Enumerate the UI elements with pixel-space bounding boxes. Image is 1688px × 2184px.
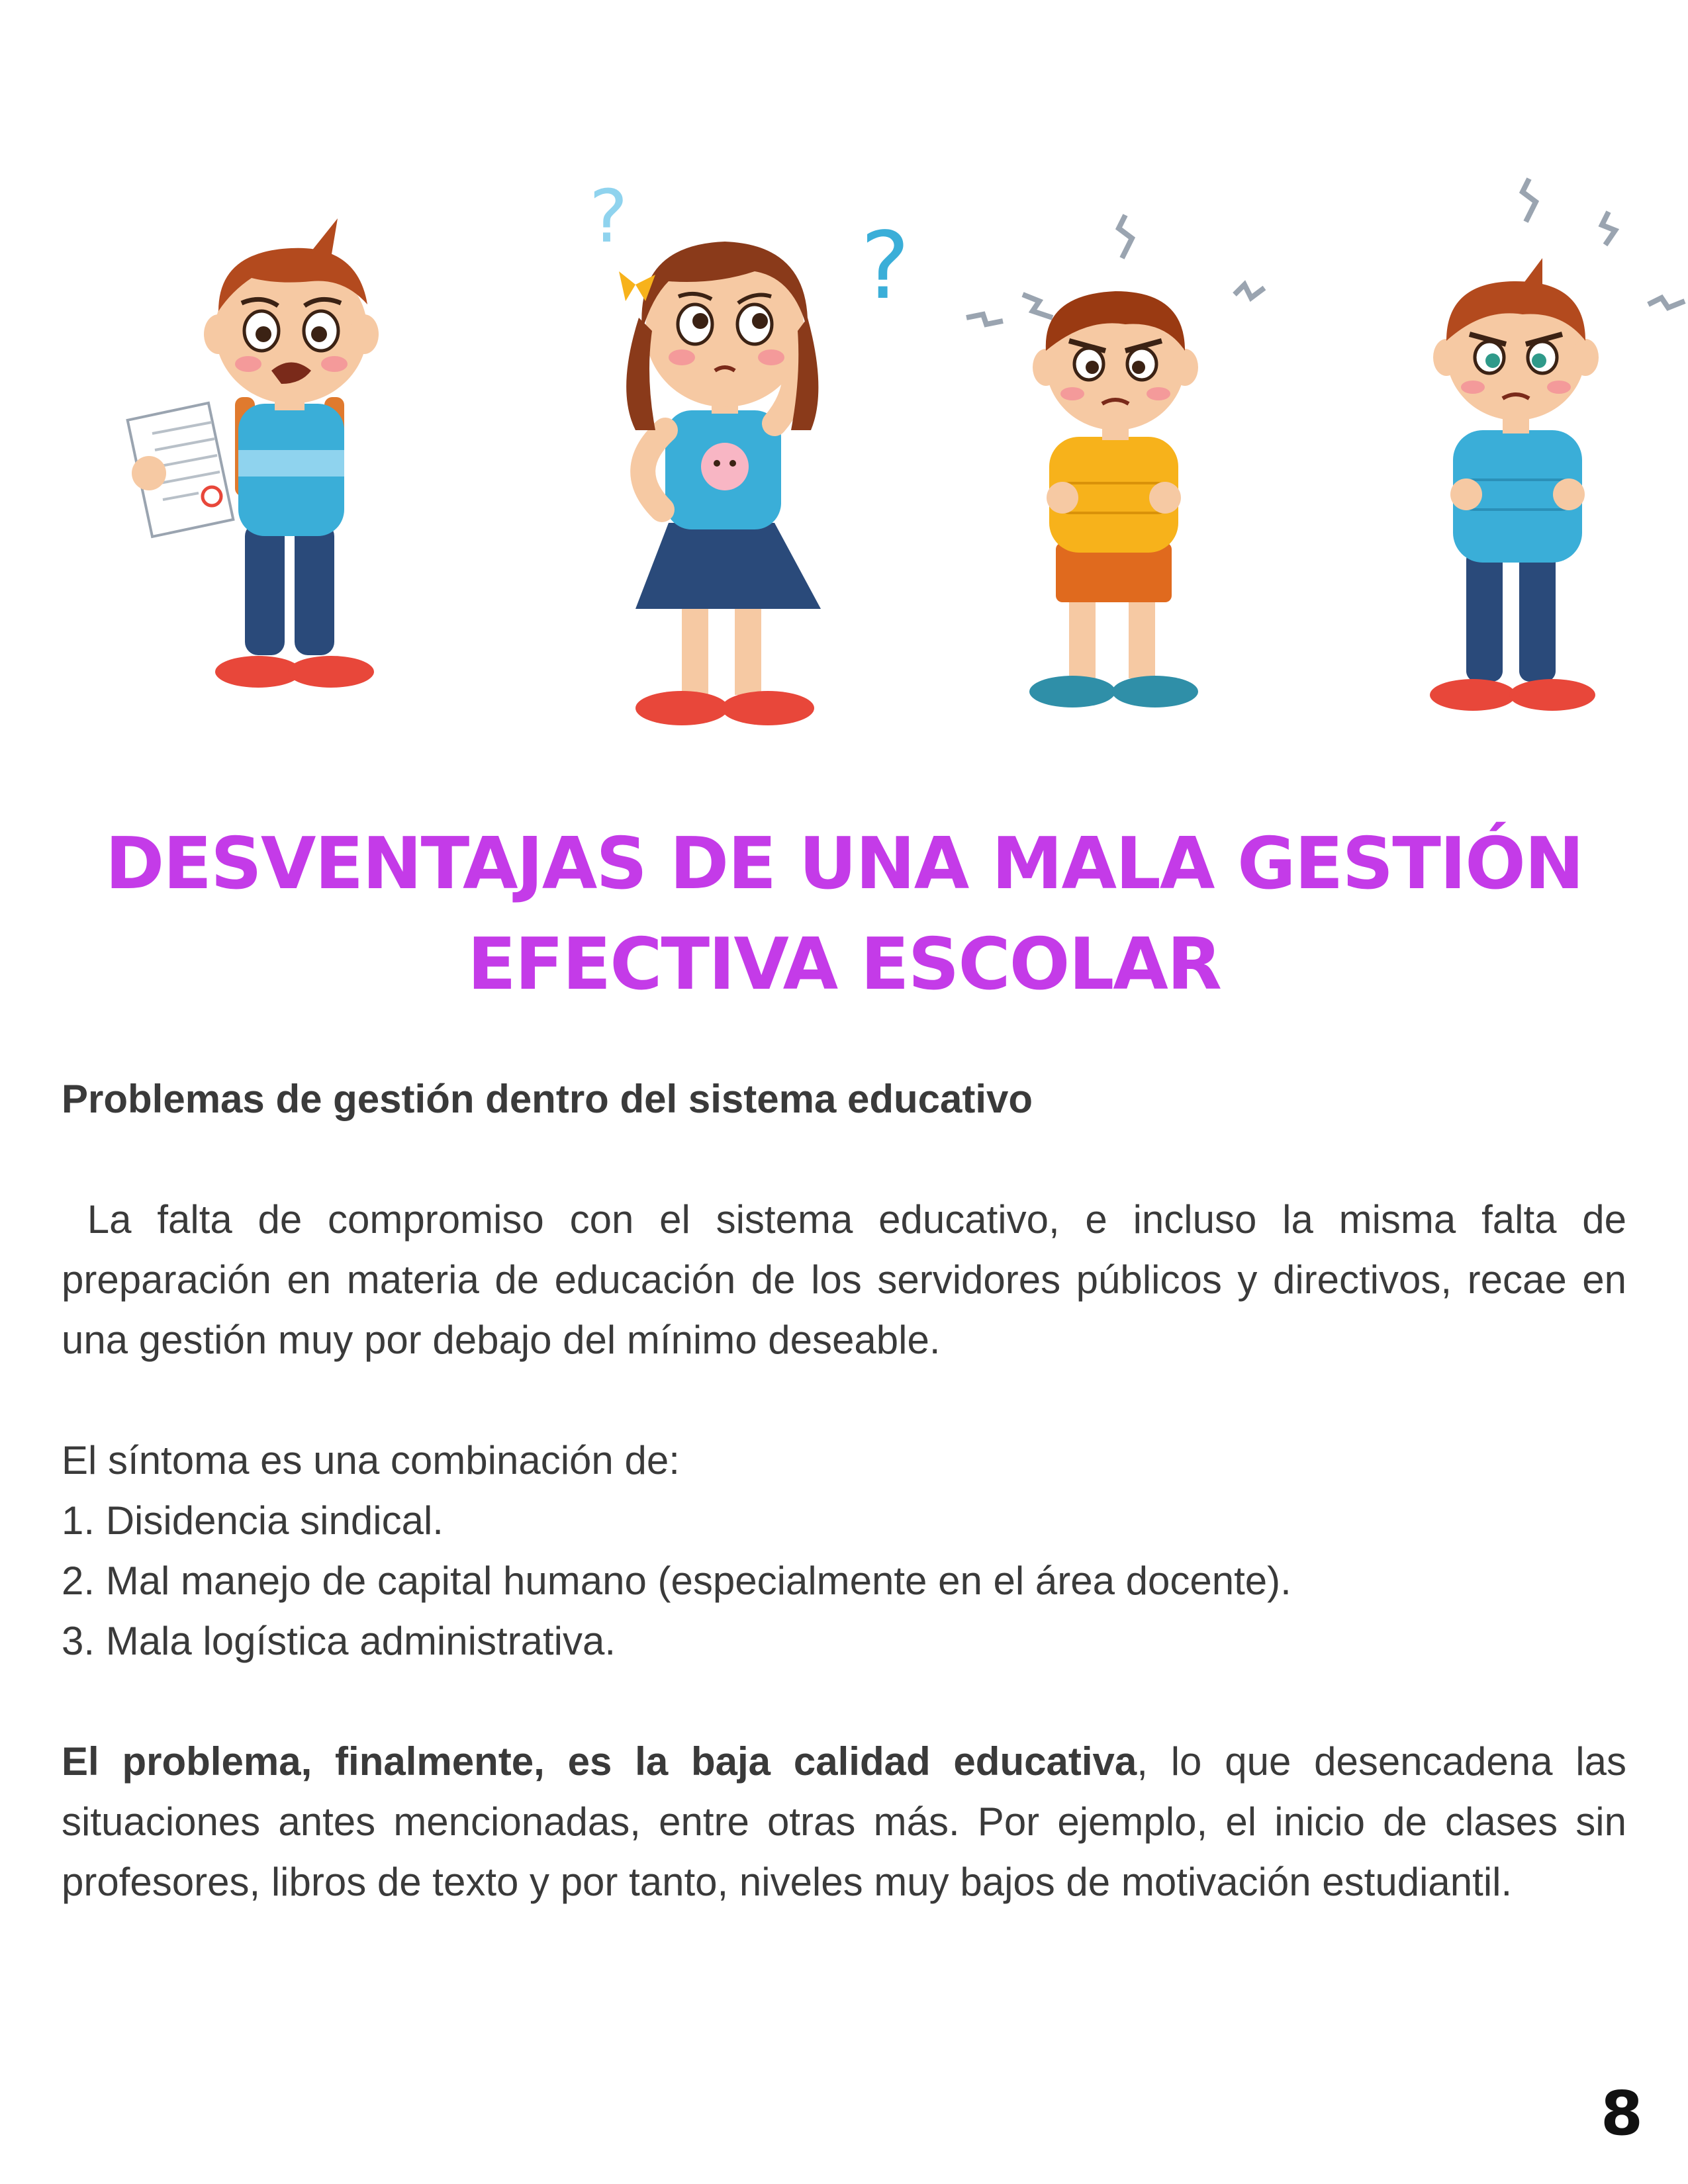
angry-boy-yellow-figure (966, 215, 1264, 707)
page-number: 8 (1600, 2078, 1643, 2149)
worried-boy-figure (128, 218, 379, 688)
angry-boy-blue-figure (1430, 179, 1685, 711)
section-heading: Problemas de gestión dentro del sistema educativo (62, 1077, 1033, 1121)
page-title (99, 814, 1589, 1015)
conclusion-bold-lead: El problema, finalmente, es la baja calidad educativa (62, 1739, 1137, 1784)
symptom-item: 3. Mala logística administrativa. (62, 1619, 616, 1663)
symptom-item: 1. Disidencia sindical. (62, 1498, 444, 1543)
svg-text:?: ? (861, 212, 910, 320)
confused-girl-figure (589, 174, 910, 725)
conclusion-rest: , lo que desencadena las situaciones antes mencionadas, entre otras más. Por ejemplo, el inicio de clases sin profesores, libros de texto y por tanto, niveles muy bajos de motivación estudiantil. (62, 1739, 1626, 1904)
title-line-1: DESVENTAJAS DE UNA MALA GESTIÓN (105, 823, 1583, 905)
conclusion-paragraph (62, 1731, 1626, 1912)
body-content (62, 1069, 1638, 1912)
symptom-intro: El síntoma es una combinación de: (62, 1438, 680, 1482)
title-line-2: EFECTIVA ESCOLAR (467, 923, 1221, 1006)
kids-illustration (0, 152, 1688, 748)
symptom-item: 2. Mal manejo de capital humano (especialmente en el área docente). (62, 1559, 1291, 1603)
paragraph-commitment: La falta de compromiso con el sistema educativo, e incluso la misma falta de preparación en materia de educación de los servidores públicos y directivos, recae en una gestión muy por debajo del mínimo deseable. (62, 1197, 1638, 1362)
svg-text:?: ? (589, 174, 628, 259)
